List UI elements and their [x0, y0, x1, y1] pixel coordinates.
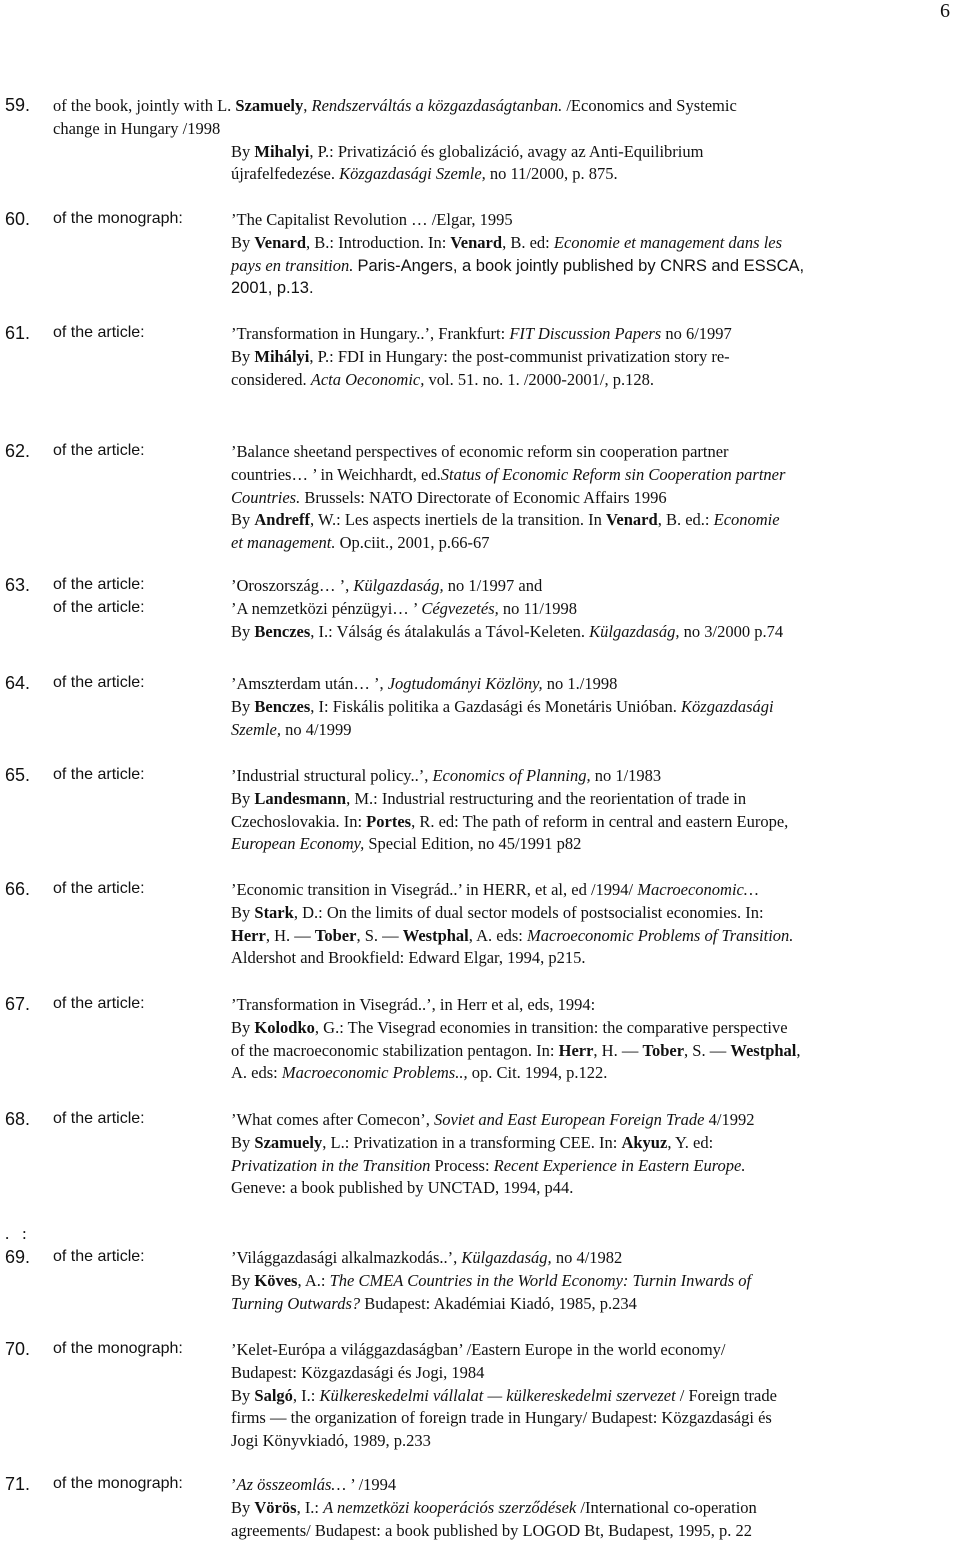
entry-text: [231, 1339, 872, 1453]
entry-text: [231, 441, 872, 555]
entry-text: [231, 879, 872, 970]
text-line: By Benczes, I.: Válság és átalakulás a Távol-Keleten. Külgazdaság, no 3/2000 p.74: [231, 621, 784, 641]
text-line: ’Transformation in Hungary..’, Frankfurt: FIT Discussion Papers no 6/1997: [231, 324, 732, 343]
entry-number: 60.: [5, 209, 31, 229]
entry-type-label: of the article:: [53, 324, 145, 341]
text-line: By Andreff, W.: Les aspects inertiels de la transition. In Venard, B. ed.: Economie: [231, 510, 780, 530]
entry-type-label: of the monograph:: [53, 210, 183, 227]
entry-number: 62.: [5, 441, 31, 461]
entry-full-text: [53, 95, 872, 141]
text-line: ’Oroszország… ’, Külgazdaság, no 1/1997 and: [231, 576, 543, 595]
entry-type-label: of the monograph:: [53, 1340, 183, 1357]
entry-number: 71.: [5, 1474, 31, 1494]
text-line: of the book, jointly with L. Szamuely, Rendszerváltás a közgazdaságtanban. /Economics and Systemic: [53, 96, 737, 115]
text-line: ’A nemzetközi pénzügyi… ’ Cégvezetés, no 11/1998: [231, 598, 577, 618]
text-line: ’Industrial structural policy..’, Economics of Planning, no 1/1983: [231, 766, 662, 785]
text-line: ’The Capitalist Revolution … /Elgar, 1995: [231, 210, 513, 229]
entry-text: [231, 1247, 872, 1315]
text-line: of the macroeconomic stabilization pentagon. In: Herr, H. — Tober, S. — Westphal,: [231, 1040, 801, 1060]
entry-number: 61.: [5, 323, 31, 343]
text-line: firms — the organization of foreign trade in Hungary/ Budapest: Közgazdasági és: [231, 1408, 772, 1428]
page-number: 6: [940, 0, 950, 22]
entry-text: [231, 323, 872, 391]
text-line: Czechoslovakia. In: Portes, R. ed: The path of reform in central and eastern Europe,: [231, 811, 789, 831]
text-line: A. eds: Macroeconomic Problems.., op. Cit. 1994, p.122.: [231, 1063, 608, 1083]
text-line: By Szamuely, L.: Privatization in a transforming CEE. In: Akyuz, Y. ed:: [231, 1132, 714, 1152]
text-line: ’Amszterdam után… ’, Jogtudományi Közlöny, no 1./1998: [231, 674, 618, 693]
text-line: ’Az összeomlás… ’ /1994: [231, 1475, 397, 1494]
text-line: ’Transformation in Visegrád..’, in Herr et al, eds, 1994:: [231, 995, 596, 1014]
text-line: countries… ’ in Weichhardt, ed.Status of Economic Reform sin Cooperation partner: [231, 464, 786, 484]
entry-text: [231, 1474, 872, 1542]
text-line: ’Balance sheetand perspectives of economic reform sin cooperation partner: [231, 442, 729, 461]
text-line: By Mihalyi, P.: Privatizáció és globalizáció, avagy az Anti-Equilibrium: [231, 141, 704, 161]
text-line: By Venard, B.: Introduction. In: Venard, B. ed: Economie et management dans les: [231, 232, 783, 252]
text-line: ’What comes after Comecon’, Soviet and East European Foreign Trade 4/1992: [231, 1110, 755, 1129]
entry-type-label: of the article:: [53, 442, 145, 459]
text-line: et management. Op.ciit., 2001, p.66-67: [231, 533, 490, 553]
entry-type-label: of the article:: [53, 766, 145, 783]
entry-number: 67.: [5, 994, 31, 1014]
entry-text: [231, 765, 872, 856]
entry-type-label: of the article:: [53, 674, 145, 691]
text-line: By Mihályi, P.: FDI in Hungary: the post-communist privatization story re-: [231, 346, 730, 366]
text-line: Jogi Könyvkiadó, 1989, p.233: [231, 1431, 431, 1451]
text-line: European Economy, Special Edition, no 45/1991 p82: [231, 834, 582, 854]
entry-type-label: of the article:: [53, 1110, 145, 1127]
entry-text: [231, 575, 872, 643]
entry-type-label: of the article:: [53, 598, 145, 616]
entry-number: 66.: [5, 879, 31, 899]
text-line: Budapest: Közgazdasági és Jogi, 1984: [231, 1362, 485, 1382]
text-line: Countries. Brussels: NATO Directorate of Economic Affairs 1996: [231, 487, 667, 507]
text-line: considered. Acta Oeconomic, vol. 51. no. 1. /2000-2001/, p.128.: [231, 369, 654, 389]
entry-text: [231, 673, 872, 741]
text-line: By Köves, A.: The CMEA Countries in the World Economy: Turnin Inwards of: [231, 1270, 752, 1290]
text-line: újrafelfedezése. Közgazdasági Szemle, no 11/2000, p. 875.: [231, 164, 618, 184]
entry-type-label: of the article:: [53, 576, 145, 593]
text-line: 2001, p.13.: [231, 279, 314, 298]
text-line: By Vörös, I.: A nemzetközi kooperációs szerződések /International co-operation: [231, 1497, 757, 1517]
entry-number: 70.: [5, 1339, 31, 1359]
text-line: By Landesmann, M.: Industrial restructuring and the reorientation of trade in: [231, 788, 747, 808]
entry-number: 65.: [5, 765, 31, 785]
text-line: pays en transition. Paris-Angers, a book jointly published by CNRS and ESSCA,: [231, 255, 805, 275]
entry-type-label: of the monograph:: [53, 1475, 183, 1492]
entry-type-label: of the article:: [53, 1248, 145, 1265]
entry-text: [231, 209, 872, 300]
entry-type-label: of the article:: [53, 995, 145, 1012]
text-line: ’Economic transition in Visegrád..’ in HERR, et al, ed /1994/ Macroeconomic…: [231, 880, 759, 899]
text-line: Szemle, no 4/1999: [231, 719, 352, 739]
entry-number: 59.: [5, 95, 31, 115]
text-line: By Salgó, I.: Külkereskedelmi vállalat — külkereskedelmi szervezet / Foreign trade: [231, 1385, 777, 1405]
entry-text: [231, 1109, 872, 1200]
text-line: change in Hungary /1998: [53, 118, 221, 138]
text-line: agreements/ Budapest: a book published by LOGOD Bt, Budapest, 1995, p. 22: [231, 1520, 753, 1540]
text-line: ’Kelet-Európa a világgazdaságban’ /Eastern Europe in the world economy/: [231, 1340, 726, 1359]
entry-number: 63.: [5, 575, 31, 595]
text-line: Privatization in the Transition Process: Recent Experience in Eastern Europe.: [231, 1155, 746, 1175]
stray-marks: . :: [5, 1224, 27, 1243]
text-line: Geneve: a book published by UNCTAD, 1994, p44.: [231, 1178, 574, 1198]
text-line: By Kolodko, G.: The Visegrad economies in transition: the comparative perspective: [231, 1017, 788, 1037]
entry-text: [231, 141, 872, 187]
entry-number: 68.: [5, 1109, 31, 1129]
text-line: By Benczes, I: Fiskális politika a Gazdasági és Monetáris Unióban. Közgazdasági: [231, 696, 774, 716]
entry-type-label: of the article:: [53, 880, 145, 897]
entry-number: 64.: [5, 673, 31, 693]
text-line: Turning Outwards? Budapest: Akadémiai Kiadó, 1985, p.234: [231, 1293, 637, 1313]
text-line: Herr, H. — Tober, S. — Westphal, A. eds: Macroeconomic Problems of Transition.: [231, 925, 794, 945]
text-line: Aldershot and Brookfield: Edward Elgar, 1994, p215.: [231, 948, 586, 968]
entry-number: 69.: [5, 1247, 31, 1267]
entry-text: [231, 994, 872, 1085]
text-line: ’Világgazdasági alkalmazkodás..’, Külgazdaság, no 4/1982: [231, 1248, 623, 1267]
text-line: By Stark, D.: On the limits of dual sector models of postsocialist economies. In:: [231, 902, 764, 922]
